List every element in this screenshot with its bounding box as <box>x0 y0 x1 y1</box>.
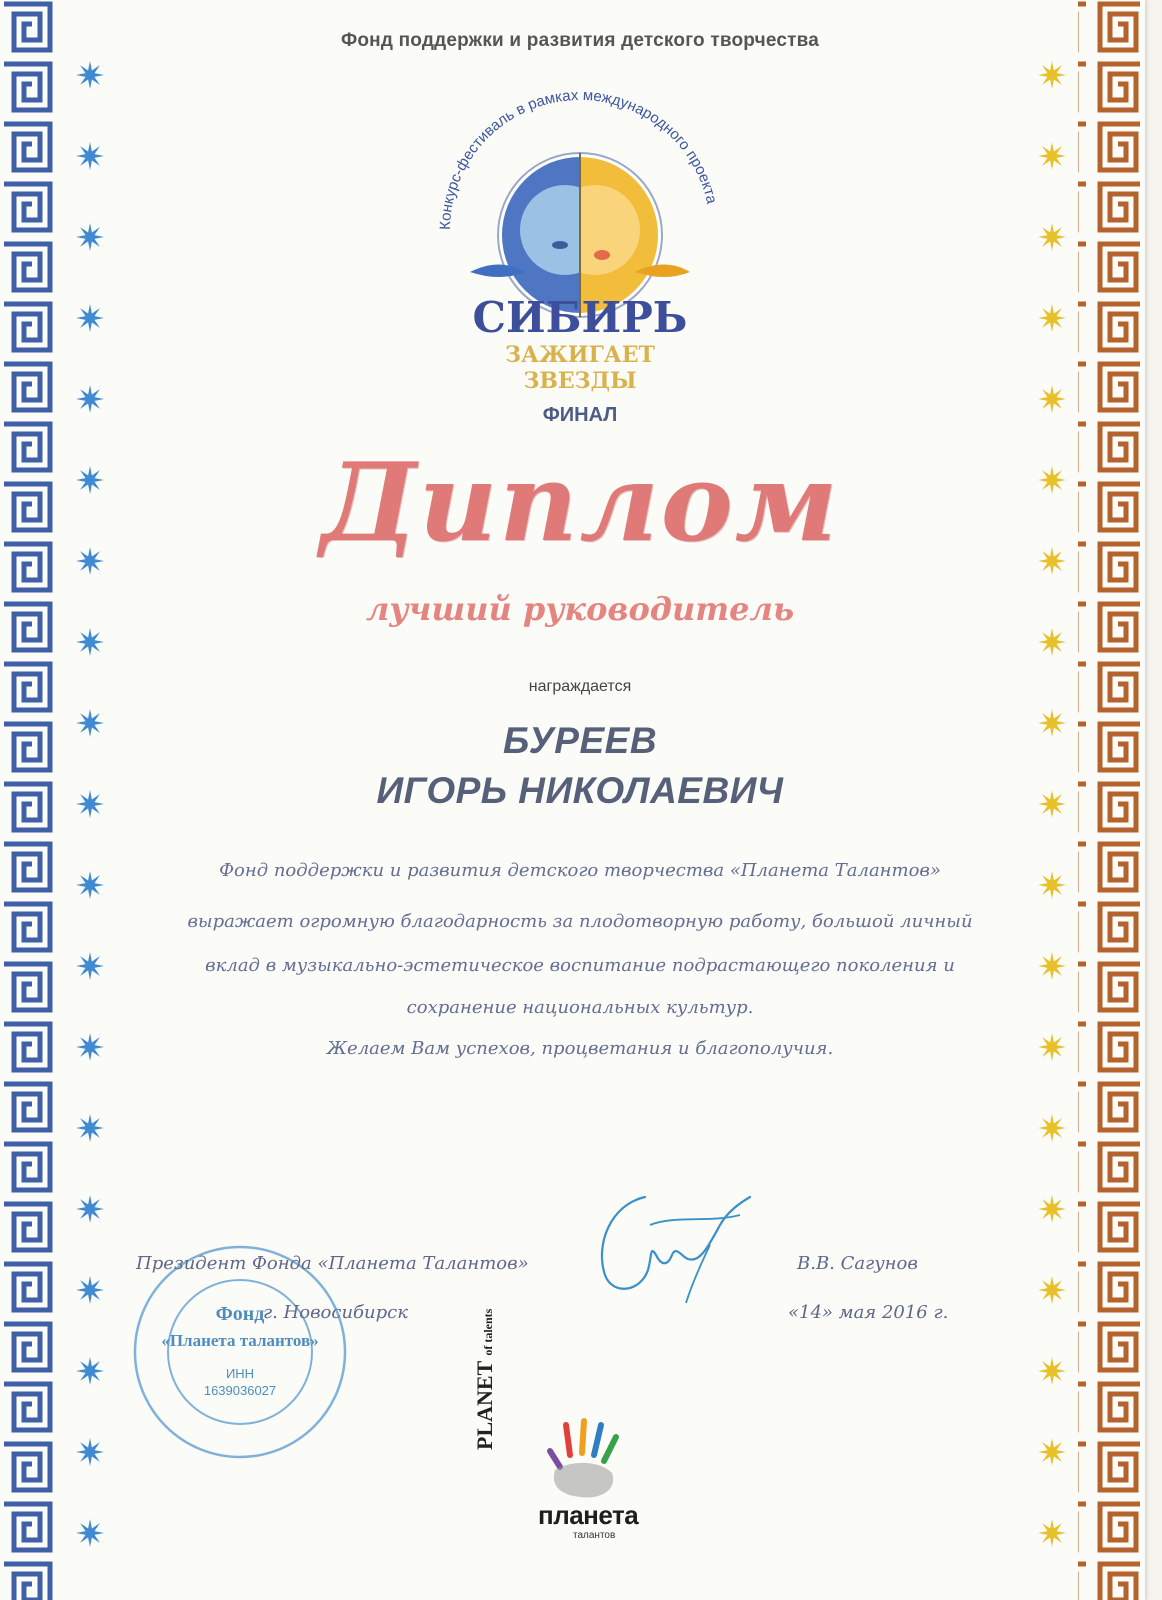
stamp-inn: 1639036027 <box>203 1383 277 1398</box>
logo-en-line-1: PLANET <box>472 1361 497 1450</box>
sun-star-icon <box>1038 790 1066 818</box>
sun-star-icon <box>1038 61 1066 89</box>
snowflake-icon <box>76 871 104 899</box>
snowflake-icon <box>76 1519 104 1547</box>
sun-star-icon <box>1038 1033 1066 1061</box>
recipient-name: ИГОРЬ НИКОЛАЕВИЧ <box>376 770 784 811</box>
sun-star-icon <box>1038 1114 1066 1142</box>
sun-star-icon <box>1038 466 1066 494</box>
sun-star-icon <box>1038 1357 1066 1385</box>
sun-star-icon <box>1038 1195 1066 1223</box>
snowflake-icon <box>76 1357 104 1385</box>
snowflake-icon <box>76 61 104 89</box>
sun-star-icon <box>1038 1519 1066 1547</box>
body-line-4: сохранение национальных культур. <box>406 997 754 1018</box>
logo-ru-title: планета <box>538 1500 639 1530</box>
snowflake-icon <box>76 1276 104 1304</box>
stamp-inn-label: ИНН <box>225 1366 255 1381</box>
stage-label: ФИНАЛ <box>542 404 618 426</box>
snowflake-icon <box>76 223 104 251</box>
president-title: Президент Фонда «Планета Талантов» <box>136 1253 529 1274</box>
sun-star-icon <box>1038 304 1066 332</box>
snowflake-icon <box>76 1033 104 1061</box>
award-title: лучший руководитель <box>365 590 795 628</box>
snowflake-icon <box>76 790 104 818</box>
emblem-arc-text: Конкурс-фестиваль в рамках международного проекта <box>436 86 721 231</box>
sun-star-icon <box>1038 385 1066 413</box>
emblem-subtitle-1: ЗАЖИГАЕТ <box>505 342 655 368</box>
snowflake-icon <box>76 1438 104 1466</box>
planet-talents-logo <box>500 1415 660 1565</box>
sun-star-icon <box>1038 1438 1066 1466</box>
body-line-5: Желаем Вам успехов, процветания и благополучия. <box>326 1038 834 1059</box>
snowflake-icon <box>76 142 104 170</box>
body-line-3: вклад в музыкально-эстетическое воспитание подрастающего поколения и <box>205 955 955 976</box>
sun-star-icon <box>1038 709 1066 737</box>
diploma-title: Диплом <box>320 440 840 566</box>
sun-star-icon <box>1038 223 1066 251</box>
sun-star-icon <box>1038 628 1066 656</box>
logo-ru-subtitle: талантов <box>573 1530 616 1541</box>
snowflake-icon <box>76 385 104 413</box>
body-line-1: Фонд поддержки и развития детского творчества «Планета Талантов» <box>219 860 941 881</box>
stamp-line-1: Фонд <box>215 1303 265 1325</box>
president-name: В.В. Сагунов <box>797 1253 918 1274</box>
recipient-surname: БУРЕЕВ <box>502 720 658 761</box>
emblem-title: СИБИРЬ <box>472 293 688 342</box>
body-line-2: выражает огромную благодарность за плодотворную работу, большой личный <box>187 911 973 932</box>
snowflake-icon <box>76 1195 104 1223</box>
snowflake-icon <box>76 628 104 656</box>
logo-en-title <box>472 1309 498 1450</box>
header-foundation-title: Фонд поддержки и развития детского творчества <box>340 30 820 51</box>
awarded-label: награждается <box>528 678 632 695</box>
logo-en-line-2: of talents <box>481 1308 495 1356</box>
sun-star-icon <box>1038 547 1066 575</box>
emblem-subtitle-2: ЗВЕЗДЫ <box>523 368 637 394</box>
snowflake-icon <box>76 952 104 980</box>
left-ornament-border <box>0 0 110 1600</box>
sun-star-icon <box>1038 1276 1066 1304</box>
sun-star-icon <box>1038 952 1066 980</box>
snowflake-icon <box>76 547 104 575</box>
snowflake-icon <box>76 1114 104 1142</box>
handwritten-signature <box>590 1185 760 1315</box>
snowflake-icon <box>76 709 104 737</box>
right-ornament-border <box>1030 0 1140 1600</box>
snowflake-icon <box>76 304 104 332</box>
stamp-line-2: «Планета талантов» <box>161 1331 319 1350</box>
snowflake-icon <box>76 466 104 494</box>
issue-date: «14» мая 2016 г. <box>788 1302 949 1323</box>
sun-star-icon <box>1038 142 1066 170</box>
sun-star-icon <box>1038 871 1066 899</box>
city-label: г. Новосибирск <box>263 1302 408 1323</box>
festival-emblem <box>410 60 750 405</box>
